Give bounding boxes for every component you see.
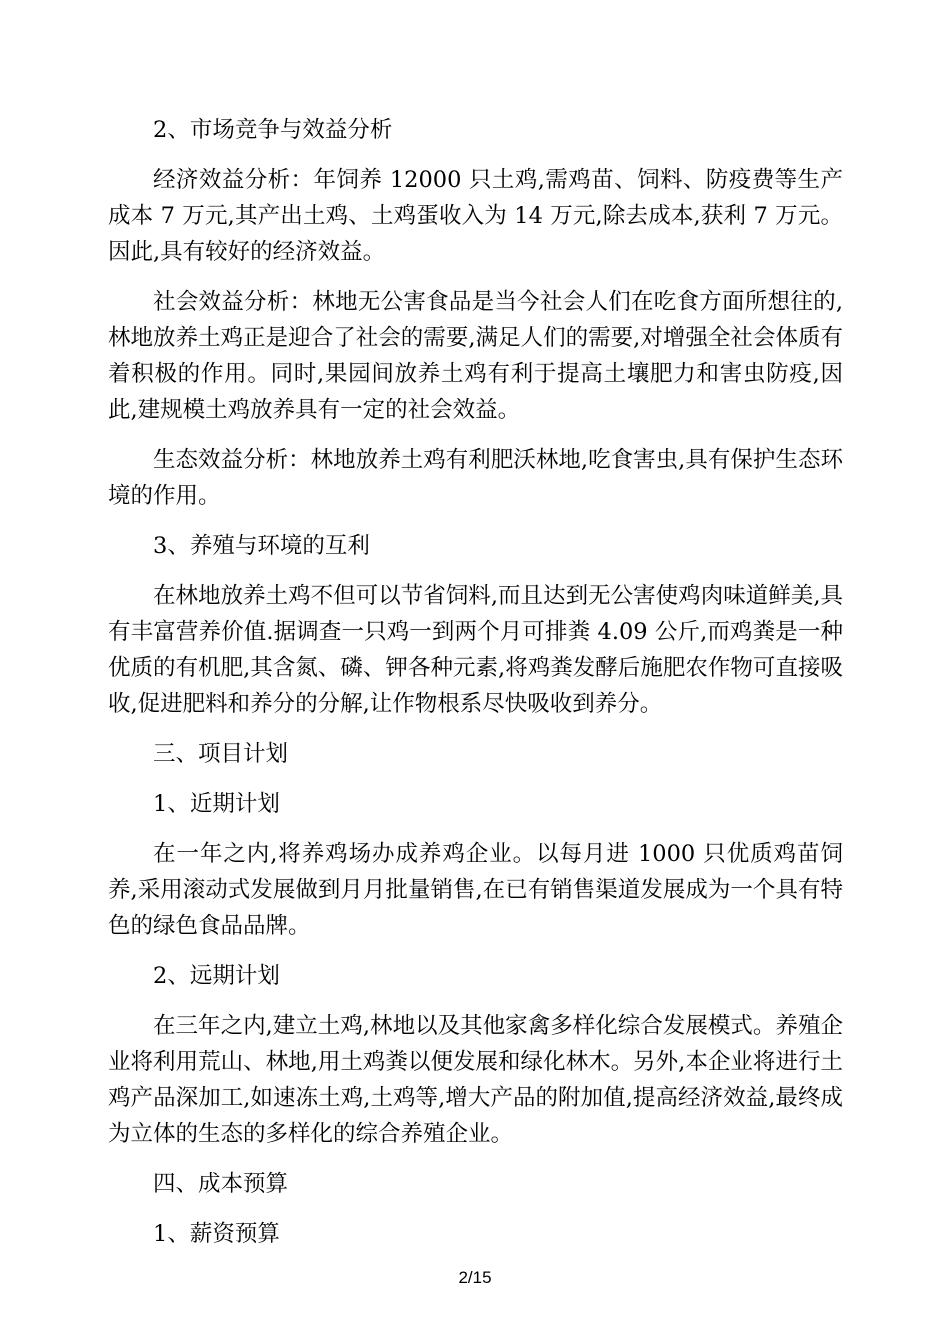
document-page	[108, 112, 843, 1266]
section-heading-short-term-plan: 1、近期计划	[153, 791, 280, 817]
section-heading-project-plan: 三、项目计划	[153, 741, 289, 767]
paragraph-social-benefit: 社会效益分析：林地无公害食品是当今社会人们在吃食方面所想往的,林地放养土鸡正是迎合了社会的需要,满足人们的需要,对增强全社会体质有着积极的作用。同时,果园间放养土鸡有利于提高土壤肥力和害虫防疫,因此,建规模土鸡放养具有一定的社会效益。	[108, 289, 843, 423]
paragraph-economic-benefit: 经济效益分析：年饲养 12000 只土鸡,需鸡苗、饲料、防疫费等生产成本 7 万元,其产出土鸡、土鸡蛋收入为 14 万元,除去成本,获利 7 万元。因此,具有较好的经济效益。	[108, 167, 843, 265]
paragraph-long-term-plan: 在三年之内,建立土鸡,林地以及其他家禽多样化综合发展模式。养殖企业将利用荒山、林地,用土鸡粪以便发展和绿化林木。另外,本企业将进行土鸡产品深加工,如速冻土鸡,土鸡等,增大产品的附加值,提高经济效益,最终成为立体的生态的多样化的综合养殖企业。	[108, 1013, 843, 1147]
section-heading-market-analysis: 2、市场竞争与效益分析	[153, 117, 393, 143]
paragraph-breeding-environment: 在林地放养土鸡不但可以节省饲料,而且达到无公害使鸡肉味道鲜美,具有丰富营养价值.据调查一只鸡一到两个月可排粪 4.09 公斤,而鸡粪是一种优质的有机肥,其含氮、磷、钾各种元素,将鸡粪发酵后施肥农作物可直接吸收,促进肥料和养分的分解,让作物根系尽快吸收到养分。	[108, 583, 843, 717]
paragraph-short-term-plan: 在一年之内,将养鸡场办成养鸡企业。以每月进 1000 只优质鸡苗饲养,采用滚动式发展做到月月批量销售,在已有销售渠道发展成为一个具有特色的绿色食品品牌。	[108, 841, 843, 939]
section-heading-long-term-plan: 2、远期计划	[153, 963, 280, 989]
page-number: 2/15	[458, 1268, 492, 1287]
section-heading-breeding-environment: 3、养殖与环境的互利	[153, 533, 370, 559]
section-heading-cost-budget: 四、成本预算	[153, 1171, 289, 1197]
section-heading-salary-budget: 1、薪资预算	[153, 1221, 280, 1247]
paragraph-ecological-benefit: 生态效益分析：林地放养土鸡有利肥沃林地,吃食害虫,具有保护生态环境的作用。	[108, 447, 843, 509]
